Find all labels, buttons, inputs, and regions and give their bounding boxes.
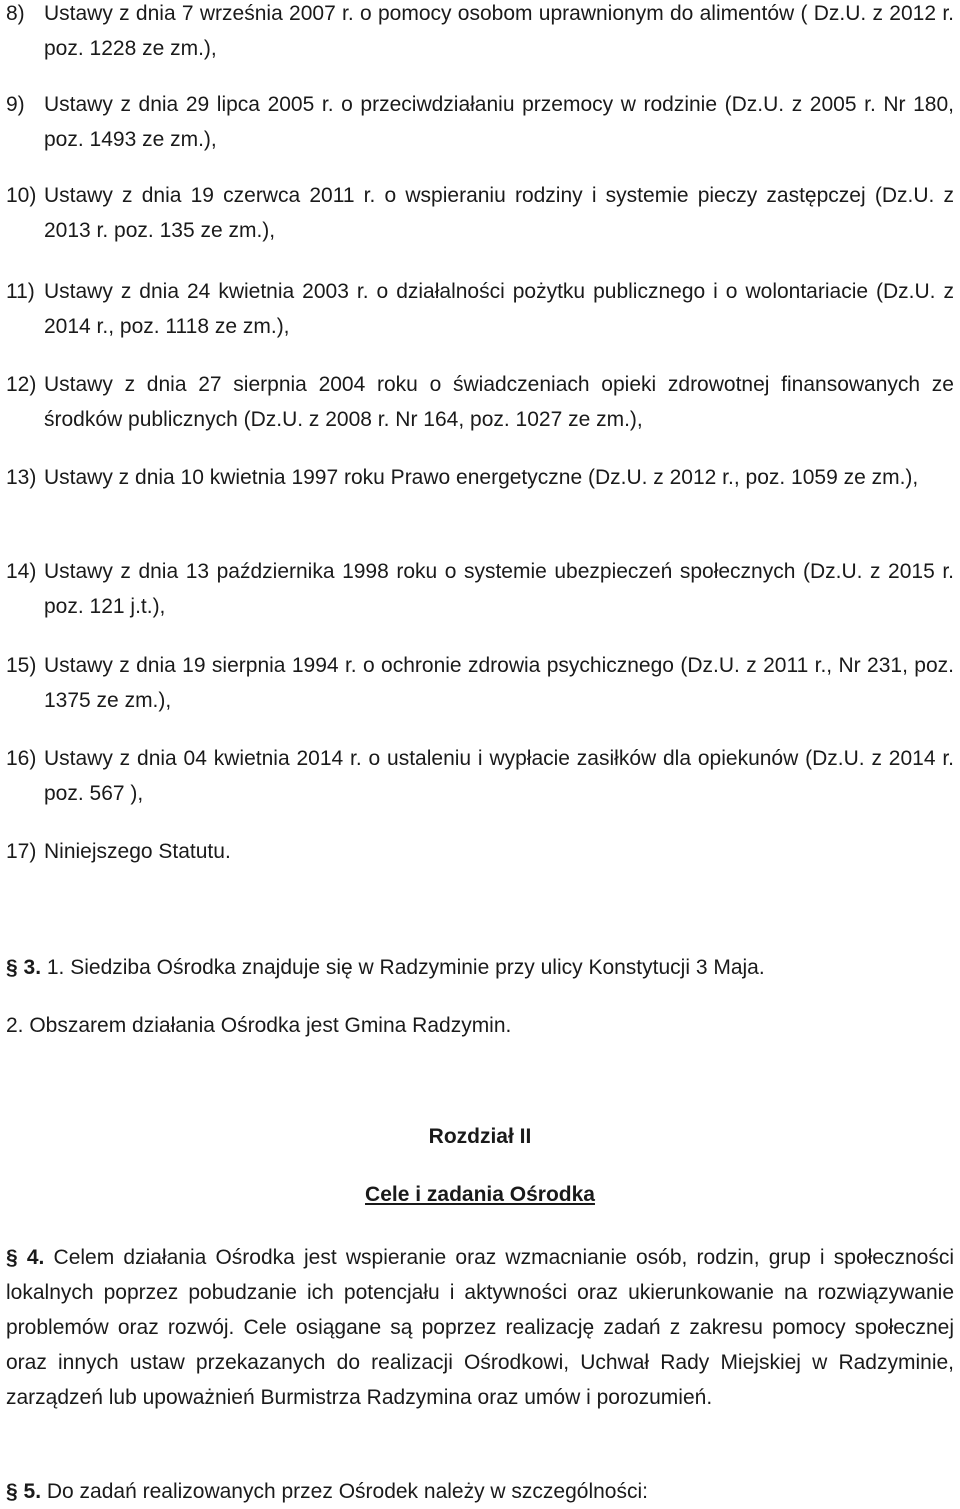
list-item-13 (6, 460, 954, 495)
section-text: Celem działania Ośrodka jest wspieranie oraz wzmacnianie osób, rodzin, grup i społeczności lokalnych poprzez pobudzanie ich potencjału i aktywności oraz ukierunkowanie na rozwiązywanie problemów oraz rozwój. Cele osiągane są poprzez realizację zadań z zakresu pomocy społecznej oraz innych ustaw przekazanych do realizacji Ośrodkowi, Uchwał Rady Miejskiej w Radzyminie, zarządzeń lub upoważnień Burmistrza Radzymina oraz umów i porozumień. (6, 1246, 954, 1409)
section-3-paragraph-2 (6, 1008, 954, 1043)
list-item-number: 16) (6, 747, 37, 770)
list-item-text: Ustawy z dnia 19 sierpnia 1994 r. o ochronie zdrowia psychicznego (Dz.U. z 2011 r., Nr 231, poz. 1375 ze zm.), (44, 654, 954, 712)
list-item-number: 14) (6, 560, 37, 583)
list-item-number: 9) (6, 93, 25, 116)
list-item-14 (6, 554, 954, 624)
list-item-8 (6, 0, 954, 66)
list-item-9 (6, 87, 954, 157)
list-item-number: 11) (6, 280, 35, 303)
list-item-text: Niniejszego Statutu. (44, 840, 231, 863)
chapter-subtitle-text: Cele i zadania Ośrodka (365, 1183, 595, 1206)
section-text: 1. Siedziba Ośrodka znajduje się w Radzyminie przy ulicy Konstytucji 3 Maja. (46, 956, 765, 979)
list-item-text: Ustawy z dnia 04 kwietnia 2014 r. o ustaleniu i wypłacie zasiłków dla opiekunów (Dz.U. z 2014 r. poz. 567 ), (44, 747, 954, 805)
list-item-text: Ustawy z dnia 24 kwietnia 2003 r. o działalności pożytku publicznego i o wolontariacie (Dz.U. z 2014 r., poz. 1118 ze zm.), (44, 280, 954, 338)
list-item-number: 8) (6, 2, 25, 25)
list-item-number: 10) (6, 184, 37, 207)
list-item-text: Ustawy z dnia 7 września 2007 r. o pomocy osobom uprawnionym do alimentów ( Dz.U. z 2012 r. poz. 1228 ze zm.), (44, 2, 954, 60)
list-item-10 (6, 178, 954, 248)
section-text: Do zadań realizowanych przez Ośrodek należy w szczególności: (46, 1480, 648, 1503)
list-item-text: Ustawy z dnia 29 lipca 2005 r. o przeciwdziałaniu przemocy w rodzinie (Dz.U. z 2005 r. Nr 180, poz. 1493 ze zm.), (44, 93, 954, 151)
list-item-number: 13) (6, 466, 37, 489)
list-item-text: Ustawy z dnia 19 czerwca 2011 r. o wspieraniu rodziny i systemie pieczy zastępczej (Dz.U. z 2013 r. poz. 135 ze zm.), (44, 184, 954, 242)
list-item-text: Ustawy z dnia 27 sierpnia 2004 roku o świadczeniach opieki zdrowotnej finansowanych ze środków publicznych (Dz.U. z 2008 r. Nr 164, poz. 1027 ze zm.), (44, 373, 954, 431)
chapter-title (0, 1125, 960, 1149)
section-5-paragraph (6, 1474, 954, 1509)
section-label: § 4. (6, 1246, 45, 1269)
section-label: § 3. (6, 956, 42, 979)
section-4-paragraph (6, 1240, 954, 1415)
section-label: § 5. (6, 1480, 42, 1503)
list-item-number: 15) (6, 654, 37, 677)
list-item-12 (6, 367, 954, 437)
list-item-text: Ustawy z dnia 10 kwietnia 1997 roku Prawo energetyczne (Dz.U. z 2012 r., poz. 1059 ze zm.), (44, 466, 919, 489)
list-item-number: 12) (6, 373, 37, 396)
section-text: 2. Obszarem działania Ośrodka jest Gmina Radzymin. (6, 1014, 512, 1037)
chapter-title-text: Rozdział II (428, 1125, 532, 1148)
chapter-subtitle (0, 1183, 960, 1207)
list-item-number: 17) (6, 840, 37, 863)
section-3-paragraph-1 (6, 950, 954, 985)
list-item-17 (6, 834, 954, 869)
list-item-15 (6, 648, 954, 718)
list-item-text: Ustawy z dnia 13 października 1998 roku o systemie ubezpieczeń społecznych (Dz.U. z 2015 r. poz. 121 j.t.), (44, 560, 954, 618)
list-item-16 (6, 741, 954, 811)
list-item-11 (6, 274, 954, 344)
